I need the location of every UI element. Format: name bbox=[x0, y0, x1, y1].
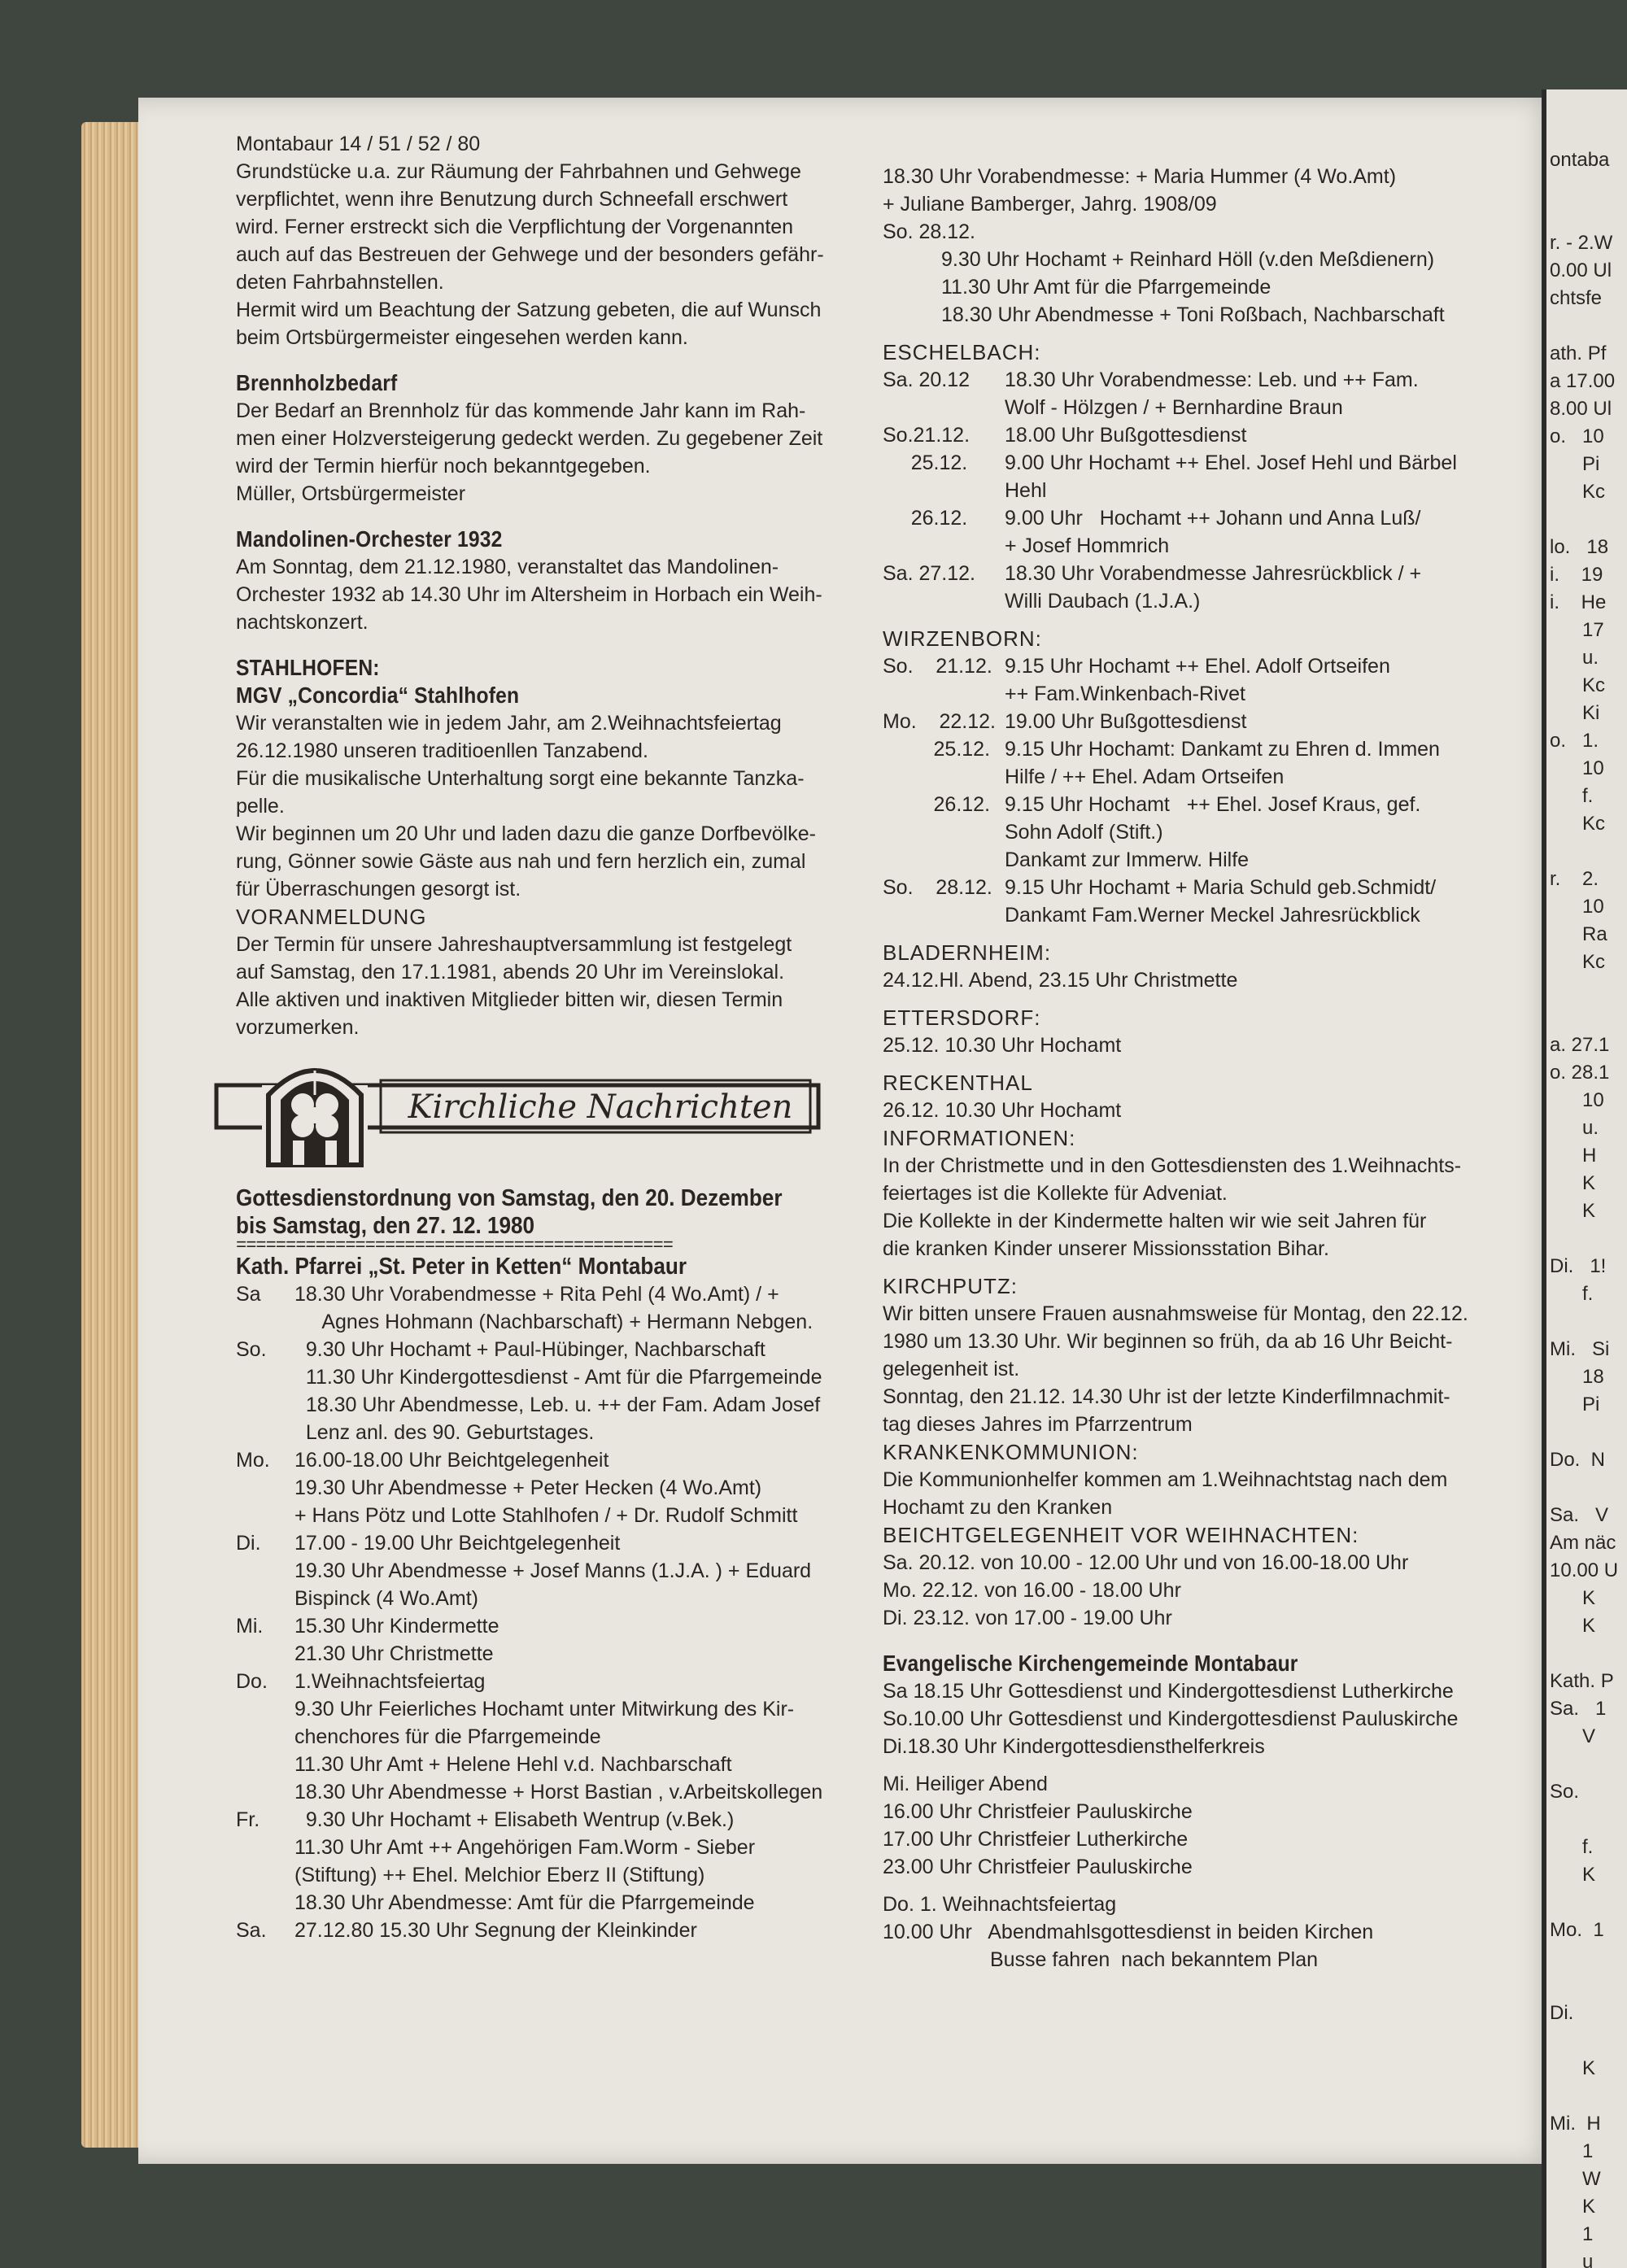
schedule-row bbox=[236, 1529, 895, 1557]
text-line: Am Sonntag, dem 21.12.1980, veranstaltet das Mandolinen- bbox=[236, 556, 779, 578]
schedule-day bbox=[236, 1695, 294, 1723]
text-line: 10.00 Uhr Abendmahlsgottesdienst in beiden Kirchen bbox=[883, 1921, 1374, 1943]
edge-text-fragment bbox=[1550, 1474, 1627, 1502]
schedule-row bbox=[236, 1336, 895, 1363]
text-line: gelegenheit ist. bbox=[883, 1358, 1020, 1380]
schedule-row bbox=[236, 1806, 895, 1834]
edge-text-fragment bbox=[1550, 1889, 1627, 1917]
edge-text-fragment: ath. Pf bbox=[1550, 342, 1607, 364]
schedule-row bbox=[883, 680, 1542, 708]
edge-text-fragment: 10 bbox=[1550, 896, 1604, 918]
edge-text-fragment: i. 19 bbox=[1550, 564, 1603, 586]
schedule-day bbox=[236, 1723, 294, 1751]
schedule-day bbox=[883, 587, 1005, 615]
text-line: Sonntag, den 21.12. 14.30 Uhr ist der letzte Kinderfilmnachmit- bbox=[883, 1385, 1450, 1408]
bladernheim-title: BLADERNHEIM: bbox=[883, 940, 1052, 965]
section-title-stahlhofen: STAHLHOFEN: bbox=[236, 655, 380, 680]
schedule-text: Lenz anl. des 90. Geburtstages. bbox=[294, 1421, 595, 1444]
text-line: 18.30 Uhr Abendmesse + Toni Roßbach, Nachbarschaft bbox=[941, 303, 1445, 326]
evangelisch-title: Evangelische Kirchengemeinde Montabaur bbox=[883, 1651, 1298, 1676]
text-line: 24.12.Hl. Abend, 23.15 Uhr Christmette bbox=[883, 969, 1238, 992]
schedule-row bbox=[883, 735, 1542, 763]
section-title-brennholz: Brennholzbedarf bbox=[236, 370, 398, 395]
edge-text-fragment: f. bbox=[1550, 1283, 1594, 1305]
schedule-text: 18.30 Uhr Abendmesse, Leb. u. ++ der Fam. Adam Josef bbox=[294, 1394, 821, 1416]
krankenkommunion-title: KRANKENKOMMUNION: bbox=[883, 1440, 1139, 1464]
schedule-day bbox=[236, 1889, 294, 1917]
edge-text-fragment bbox=[1550, 202, 1627, 229]
text-line: Wir bitten unsere Frauen ausnahmsweise für Montag, den 22.12. bbox=[883, 1302, 1468, 1325]
text-line: 17.00 Uhr Christfeier Lutherkirche bbox=[883, 1828, 1189, 1851]
schedule-day: Fr. bbox=[236, 1808, 260, 1831]
edge-text-fragment bbox=[1550, 1806, 1627, 1834]
schedule-row bbox=[236, 1723, 895, 1751]
edge-text-fragment bbox=[1550, 1640, 1627, 1668]
edge-text-fragment: Pi bbox=[1550, 453, 1600, 475]
edge-text-fragment: lo. 18 bbox=[1550, 536, 1609, 558]
schedule-day: Mi. bbox=[236, 1615, 264, 1638]
schedule-day bbox=[883, 680, 1005, 708]
next-page-edge bbox=[1542, 89, 1627, 2268]
edge-text-fragment: K bbox=[1550, 1864, 1596, 1886]
edge-text-fragment bbox=[1550, 2083, 1627, 2110]
edge-text-fragment: 10 bbox=[1550, 757, 1604, 779]
text-line: Der Termin für unsere Jahreshauptversammlung ist festgelegt bbox=[236, 933, 792, 956]
schedule-day bbox=[236, 1391, 294, 1419]
beichtgelegenheit-title: BEICHTGELEGENHEIT VOR WEIHNACHTEN: bbox=[883, 1523, 1359, 1547]
edge-text-fragment bbox=[1550, 312, 1627, 340]
schedule-day bbox=[236, 1557, 294, 1585]
text-line: Di.18.30 Uhr Kindergottesdiensthelferkreis bbox=[883, 1735, 1265, 1758]
edge-text-fragment bbox=[1550, 838, 1627, 866]
edge-text-fragment: W bbox=[1550, 2168, 1601, 2190]
edge-text-fragment: K bbox=[1550, 2196, 1596, 2218]
schedule-text: Dankamt zur Immerw. Hilfe bbox=[1005, 848, 1250, 871]
schedule-day: So.21.12. bbox=[883, 424, 971, 447]
text-line: 18.30 Uhr Vorabendmesse: + Maria Hummer (4 Wo.Amt) bbox=[883, 165, 1397, 188]
schedule-day: So. 21.12. bbox=[883, 655, 992, 678]
schedule-text: 18.30 Uhr Vorabendmesse: Leb. und ++ Fam. bbox=[1005, 369, 1419, 391]
schedule-text: 9.15 Uhr Hochamt ++ Ehel. Adolf Ortseifen bbox=[1005, 655, 1390, 678]
schedule-row bbox=[883, 560, 1542, 587]
schedule-row bbox=[883, 504, 1542, 532]
schedule-row bbox=[236, 1446, 895, 1474]
schedule-text: Hilfe / ++ Ehel. Adam Ortseifen bbox=[1005, 765, 1285, 788]
schedule-day bbox=[236, 1363, 294, 1391]
schedule-day: 26.12. bbox=[883, 507, 968, 530]
schedule-day bbox=[236, 1861, 294, 1889]
schedule-row bbox=[236, 1308, 895, 1336]
schedule-text: (Stiftung) ++ Ehel. Melchior Eberz II (Stiftung) bbox=[294, 1864, 705, 1886]
schedule-row bbox=[883, 477, 1542, 504]
text-line: So. 28.12. bbox=[883, 220, 975, 243]
text-line: Der Bedarf an Brennholz für das kommende Jahr kann im Rah- bbox=[236, 399, 806, 422]
text-line: Die Kommunionhelfer kommen am 1.Weihnachtstag nach dem bbox=[883, 1468, 1448, 1491]
separator-line: ============================================ bbox=[236, 1240, 673, 1253]
schedule-day bbox=[883, 477, 1005, 504]
left-column bbox=[236, 130, 895, 1944]
text-line: Mo. 22.12. von 16.00 - 18.00 Uhr bbox=[883, 1579, 1181, 1602]
text-line: wird der Termin hierfür noch bekanntgegeben. bbox=[236, 455, 651, 478]
edge-text-fragment: So. bbox=[1550, 1781, 1580, 1803]
text-line: Grundstücke u.a. zur Räumung der Fahrbahnen und Gehwege bbox=[236, 160, 801, 183]
text-line: Die Kollekte in der Kindermette halten wir wie seit Jahren für bbox=[883, 1210, 1427, 1232]
text-line: wird. Ferner erstreckt sich die Verpflichtung der Vorgenannten bbox=[236, 216, 794, 238]
text-line: beim Ortsbürgermeister eingesehen werden kann. bbox=[236, 326, 688, 349]
schedule-day bbox=[883, 394, 1005, 421]
schedule-day bbox=[883, 763, 1005, 791]
edge-text-fragment: o. 28.1 bbox=[1550, 1062, 1610, 1084]
schedule-row bbox=[236, 1419, 895, 1446]
edge-text-fragment: Kc bbox=[1550, 674, 1606, 696]
schedule-text: + Josef Hommrich bbox=[1005, 534, 1170, 557]
edge-text-fragment: u bbox=[1550, 2251, 1594, 2268]
edge-text-fragment: Mo. 1 bbox=[1550, 1919, 1604, 1941]
schedule-row bbox=[883, 587, 1542, 615]
reckenthal-title: RECKENTHAL bbox=[883, 1071, 1033, 1095]
schedule-day: Sa. 27.12. bbox=[883, 562, 975, 585]
edge-text-fragment: K bbox=[1550, 2057, 1596, 2079]
text-line: pelle. bbox=[236, 795, 285, 818]
schedule-row bbox=[883, 366, 1542, 394]
text-line: Für die musikalische Unterhaltung sorgt eine bekannte Tanzka- bbox=[236, 767, 805, 790]
schedule-text: 18.00 Uhr Bußgottesdienst bbox=[1005, 424, 1247, 447]
edge-text-fragment: Di. bbox=[1550, 2002, 1574, 2024]
kirchputz-title: KIRCHPUTZ: bbox=[883, 1274, 1018, 1298]
text-line: 25.12. 10.30 Uhr Hochamt bbox=[883, 1034, 1122, 1057]
schedule-row bbox=[883, 818, 1542, 846]
text-line: auf Samstag, den 17.1.1981, abends 20 Uhr im Vereinslokal. bbox=[236, 961, 785, 984]
edge-text-fragment bbox=[1550, 506, 1627, 534]
schedule-day bbox=[883, 532, 1005, 560]
schedule-row bbox=[236, 1889, 895, 1917]
text-line: Hochamt zu den Kranken bbox=[883, 1496, 1113, 1519]
gottesdienst-list bbox=[236, 1280, 895, 1944]
schedule-day: Mo. bbox=[236, 1449, 270, 1472]
schedule-day: Sa. 20.12 bbox=[883, 369, 971, 391]
edge-text-fragment: chtsfe bbox=[1550, 287, 1603, 309]
intro-text bbox=[236, 158, 895, 351]
text-line: vorzumerken. bbox=[236, 1016, 360, 1039]
schedule-day bbox=[236, 1308, 294, 1336]
eschelbach-list bbox=[883, 366, 1542, 615]
book-page-edges bbox=[81, 122, 146, 2148]
edge-text-fragment: Kc bbox=[1550, 481, 1606, 503]
schedule-row bbox=[236, 1474, 895, 1502]
text-line: So.10.00 Uhr Gottesdienst und Kindergottesdienst Pauluskirche bbox=[883, 1708, 1459, 1730]
edge-text-fragment bbox=[1550, 1944, 1627, 1972]
schedule-row bbox=[236, 1391, 895, 1419]
edge-text-fragment: Ra bbox=[1550, 923, 1607, 945]
edge-text-fragment: Kath. P bbox=[1550, 1670, 1614, 1692]
text-line: 26.12.1980 unseren traditioenllen Tanzabend. bbox=[236, 739, 648, 762]
gottesdienst-title-1: Gottesdienstordnung von Samstag, den 20. Dezember bbox=[236, 1185, 783, 1211]
edge-text-fragment: ontaba bbox=[1550, 149, 1610, 171]
text-line: Hermit wird um Beachtung der Satzung gebeten, die auf Wunsch bbox=[236, 299, 822, 321]
edge-text-fragment: 1 bbox=[1550, 2223, 1594, 2245]
schedule-day bbox=[236, 1502, 294, 1529]
edge-text-fragment bbox=[1550, 1308, 1627, 1336]
schedule-text: 15.30 Uhr Kindermette bbox=[294, 1615, 499, 1638]
edge-text-fragment: r. - 2.W bbox=[1550, 232, 1613, 254]
schedule-text: 27.12.80 15.30 Uhr Segnung der Kleinkinder bbox=[294, 1919, 697, 1942]
edge-text-fragment bbox=[1550, 1004, 1627, 1032]
edge-text-fragment: i. He bbox=[1550, 591, 1607, 613]
text-line: In der Christmette und in den Gottesdiensten des 1.Weihnachts- bbox=[883, 1154, 1462, 1177]
ettersdorf-title: ETTERSDORF: bbox=[883, 1005, 1041, 1030]
schedule-day bbox=[236, 1585, 294, 1612]
schedule-text: chenchores für die Pfarrgemeinde bbox=[294, 1725, 601, 1748]
eschelbach-title: ESCHELBACH: bbox=[883, 340, 1041, 364]
schedule-day bbox=[883, 818, 1005, 846]
schedule-day: So. bbox=[236, 1338, 267, 1361]
schedule-text: Wolf - Hölzgen / + Bernhardine Braun bbox=[1005, 396, 1343, 419]
edge-text-fragment: 10 bbox=[1550, 1089, 1604, 1111]
text-line: die kranken Kinder unserer Missionsstation Bihar. bbox=[883, 1237, 1329, 1260]
section-title-mandolinen: Mandolinen-Orchester 1932 bbox=[236, 526, 503, 552]
schedule-row bbox=[236, 1280, 895, 1308]
text-line: rung, Gönner sowie Gäste aus nah und fern herzlich ein, zumal bbox=[236, 850, 806, 873]
schedule-text: Willi Daubach (1.J.A.) bbox=[1005, 590, 1201, 613]
schedule-day bbox=[236, 1778, 294, 1806]
schedule-text: 11.30 Uhr Kindergottesdienst - Amt für die Pfarrgemeinde bbox=[294, 1366, 822, 1389]
text-line: auch auf das Bestreuen der Gehwege und der besonders gefähr- bbox=[236, 243, 824, 266]
schedule-row bbox=[883, 708, 1542, 735]
text-line: Mi. Heiliger Abend bbox=[883, 1773, 1048, 1795]
edge-text-fragment: K bbox=[1550, 1587, 1596, 1609]
schedule-day: 25.12. bbox=[883, 451, 968, 474]
edge-text-fragment bbox=[1550, 1225, 1627, 1253]
schedule-text: 18.30 Uhr Vorabendmesse Jahresrückblick / + bbox=[1005, 562, 1422, 585]
schedule-row bbox=[236, 1612, 895, 1640]
edge-text-fragment: K bbox=[1550, 1615, 1596, 1637]
text-line: nachtskonzert. bbox=[236, 611, 369, 634]
schedule-text: Dankamt Fam.Werner Meckel Jahresrückblick bbox=[1005, 904, 1420, 927]
edge-text-fragment: 8.00 Ul bbox=[1550, 398, 1612, 420]
informationen-title: INFORMATIONEN: bbox=[883, 1126, 1076, 1150]
edge-text-fragment: u. bbox=[1550, 647, 1599, 669]
schedule-text: 18.30 Uhr Abendmesse: Amt für die Pfarrgemeinde bbox=[294, 1891, 755, 1914]
section-subtitle-mgv: MGV „Concordia“ Stahlhofen bbox=[236, 683, 520, 708]
edge-text-fragment: 18 bbox=[1550, 1366, 1604, 1388]
edge-text-fragment: Am näc bbox=[1550, 1532, 1616, 1554]
edge-text-fragment: Ki bbox=[1550, 702, 1600, 724]
schedule-row bbox=[236, 1778, 895, 1806]
edge-text-fragment: Kc bbox=[1550, 813, 1606, 835]
schedule-text: Bispinck (4 Wo.Amt) bbox=[294, 1587, 478, 1610]
edge-text-fragment: Sa. 1 bbox=[1550, 1698, 1607, 1720]
schedule-text: Hehl bbox=[1005, 479, 1047, 502]
schedule-row bbox=[883, 532, 1542, 560]
edge-text-fragment: o. 1. bbox=[1550, 730, 1599, 752]
edge-text-fragment: Sa. V bbox=[1550, 1504, 1609, 1526]
schedule-text: 9.30 Uhr Hochamt + Paul-Hübinger, Nachbarschaft bbox=[294, 1338, 766, 1361]
schedule-text: 9.15 Uhr Hochamt: Dankamt zu Ehren d. Immen bbox=[1005, 738, 1440, 761]
text-line: 9.30 Uhr Hochamt + Reinhard Höll (v.den Meßdienern) bbox=[941, 248, 1435, 271]
text-line: 16.00 Uhr Christfeier Pauluskirche bbox=[883, 1800, 1193, 1823]
text-line: Do. 1. Weihnachtsfeiertag bbox=[883, 1893, 1117, 1916]
schedule-row bbox=[236, 1668, 895, 1695]
schedule-row bbox=[883, 394, 1542, 421]
schedule-row bbox=[883, 421, 1542, 449]
pfarrei-title: Kath. Pfarrei „St. Peter in Ketten“ Montabaur bbox=[236, 1254, 687, 1280]
schedule-day bbox=[236, 1474, 294, 1502]
schedule-text: ++ Fam.Winkenbach-Rivet bbox=[1005, 683, 1245, 705]
text-line: Busse fahren nach bekanntem Plan bbox=[883, 1948, 1319, 1971]
edge-text-fragment: 1 bbox=[1550, 2140, 1594, 2162]
schedule-text: 18.30 Uhr Abendmesse + Horst Bastian , v.Arbeitskollegen bbox=[294, 1781, 823, 1803]
edge-text-fragment bbox=[1550, 1751, 1627, 1778]
edge-text-fragment: H bbox=[1550, 1145, 1597, 1167]
schedule-text: Agnes Hohmann (Nachbarschaft) + Hermann Nebgen. bbox=[294, 1311, 814, 1333]
schedule-day: Sa. bbox=[236, 1919, 267, 1942]
schedule-row bbox=[883, 791, 1542, 818]
schedule-text: 19.30 Uhr Abendmesse + Josef Manns (1.J.A. ) + Eduard bbox=[294, 1559, 812, 1582]
schedule-day bbox=[883, 901, 1005, 929]
schedule-text: + Hans Pötz und Lotte Stahlhofen / + Dr. Rudolf Schmitt bbox=[294, 1504, 798, 1527]
schedule-text: 9.15 Uhr Hochamt ++ Ehel. Josef Kraus, gef. bbox=[1005, 793, 1421, 816]
edge-text-fragment: o. 10 bbox=[1550, 425, 1604, 447]
edge-text-fragment bbox=[1550, 1972, 1627, 2000]
schedule-text: 18.30 Uhr Vorabendmesse + Rita Pehl (4 Wo.Amt) / + bbox=[294, 1283, 779, 1306]
text-line: feiertages ist die Kollekte für Adveniat. bbox=[883, 1182, 1228, 1205]
schedule-text: 9.30 Uhr Feierliches Hochamt unter Mitwirkung des Kir- bbox=[294, 1698, 795, 1721]
edge-text-fragment: Pi bbox=[1550, 1394, 1600, 1415]
edge-text-fragment: f. bbox=[1550, 785, 1594, 807]
schedule-day: Do. bbox=[236, 1670, 268, 1693]
schedule-row bbox=[236, 1834, 895, 1861]
text-line: Alle aktiven und inaktiven Mitglieder bitten wir, diesen Termin bbox=[236, 988, 783, 1011]
edge-text-fragment: K bbox=[1550, 1172, 1596, 1194]
edge-text-fragment: Mi. H bbox=[1550, 2113, 1601, 2135]
text-line: Wir veranstalten wie in jedem Jahr, am 2.Weihnachtsfeiertag bbox=[236, 712, 782, 735]
schedule-row bbox=[236, 1557, 895, 1585]
edge-text-fragment: 0.00 Ul bbox=[1550, 260, 1612, 281]
text-line: 11.30 Uhr Amt für die Pfarrgemeinde bbox=[941, 276, 1272, 299]
gottesdienst-title-2: bis Samstag, den 27. 12. 1980 bbox=[236, 1213, 535, 1239]
schedule-day: 25.12. bbox=[883, 738, 991, 761]
schedule-day bbox=[236, 1419, 294, 1446]
text-line: tag dieses Jahres im Pfarrzentrum bbox=[883, 1413, 1193, 1436]
schedule-row bbox=[883, 901, 1542, 929]
text-line: Müller, Ortsbürgermeister bbox=[236, 482, 466, 505]
schedule-row bbox=[236, 1363, 895, 1391]
edge-text-fragment: 10.00 U bbox=[1550, 1559, 1619, 1581]
edge-text-fragment: u. bbox=[1550, 1117, 1599, 1139]
schedule-day: So. 28.12. bbox=[883, 876, 992, 899]
edge-text-fragment: Kc bbox=[1550, 951, 1606, 973]
schedule-row bbox=[236, 1861, 895, 1889]
schedule-day bbox=[236, 1834, 294, 1861]
schedule-day: Di. bbox=[236, 1532, 261, 1555]
wirzenborn-title: WIRZENBORN: bbox=[883, 626, 1042, 651]
schedule-row bbox=[883, 846, 1542, 874]
edge-text-fragment: a. 27.1 bbox=[1550, 1034, 1610, 1056]
schedule-row bbox=[236, 1751, 895, 1778]
schedule-row bbox=[883, 449, 1542, 477]
edge-text-fragment: r. 2. bbox=[1550, 868, 1599, 890]
schedule-row bbox=[236, 1695, 895, 1723]
voranmeldung-title: VORANMELDUNG bbox=[236, 905, 427, 929]
text-line: Di. 23.12. von 17.00 - 19.00 Uhr bbox=[883, 1607, 1172, 1629]
schedule-text: 21.30 Uhr Christmette bbox=[294, 1642, 494, 1665]
schedule-text: 11.30 Uhr Amt ++ Angehörigen Fam.Worm - Sieber bbox=[294, 1836, 756, 1859]
schedule-row bbox=[883, 874, 1542, 901]
edge-text-fragment bbox=[1550, 1419, 1627, 1446]
wirzenborn-list bbox=[883, 652, 1542, 929]
text-line: Sa. 20.12. von 10.00 - 12.00 Uhr und von 16.00-18.00 Uhr bbox=[883, 1551, 1409, 1574]
edge-text-fragment bbox=[1550, 976, 1627, 1004]
text-line: men einer Holzversteigerung gedeckt werden. Zu gegebener Zeit bbox=[236, 427, 823, 450]
edge-text-fragment: V bbox=[1550, 1725, 1596, 1747]
schedule-text: 11.30 Uhr Amt + Helene Hehl v.d. Nachbarschaft bbox=[294, 1753, 732, 1776]
schedule-text: 1.Weihnachtsfeiertag bbox=[294, 1670, 486, 1693]
schedule-text: 9.30 Uhr Hochamt + Elisabeth Wentrup (v.Bek.) bbox=[294, 1808, 735, 1831]
banner-title: Kirchliche Nachrichten bbox=[408, 1088, 793, 1126]
edge-text-fragment: Do. N bbox=[1550, 1449, 1606, 1471]
edge-text-fragment bbox=[1550, 2027, 1627, 2055]
text-line: deten Fahrbahnstellen. bbox=[236, 271, 444, 294]
text-line: 23.00 Uhr Christfeier Pauluskirche bbox=[883, 1856, 1193, 1878]
text-line: + Juliane Bamberger, Jahrg. 1908/09 bbox=[883, 193, 1217, 216]
text-line: für Überraschungen gesorgt ist. bbox=[236, 878, 521, 901]
text-line: 1980 um 13.30 Uhr. Wir beginnen so früh, da ab 16 Uhr Beicht- bbox=[883, 1330, 1453, 1353]
schedule-text: 19.30 Uhr Abendmesse + Peter Hecken (4 Wo.Amt) bbox=[294, 1476, 762, 1499]
edge-text-fragment: Mi. Si bbox=[1550, 1338, 1610, 1360]
text-line: 26.12. 10.30 Uhr Hochamt bbox=[883, 1099, 1122, 1122]
edge-text-fragment: a 17.00 bbox=[1550, 370, 1616, 392]
schedule-day bbox=[236, 1751, 294, 1778]
schedule-text: Sohn Adolf (Stift.) bbox=[1005, 821, 1163, 844]
page-reference: Montabaur 14 / 51 / 52 / 80 bbox=[236, 133, 481, 155]
edge-text-fragment bbox=[1550, 174, 1627, 202]
schedule-text: 9.15 Uhr Hochamt + Maria Schuld geb.Schmidt/ bbox=[1005, 876, 1437, 899]
schedule-text: 16.00-18.00 Uhr Beichtgelegenheit bbox=[294, 1449, 609, 1472]
right-column bbox=[883, 163, 1542, 1974]
schedule-row bbox=[236, 1917, 895, 1944]
edge-text-fragment: K bbox=[1550, 1200, 1596, 1222]
text-line: Orchester 1932 ab 14.30 Uhr im Altersheim in Horbach ein Weih- bbox=[236, 583, 822, 606]
schedule-row bbox=[236, 1585, 895, 1612]
schedule-text: 9.00 Uhr Hochamt ++ Ehel. Josef Hehl und Bärbel bbox=[1005, 451, 1457, 474]
schedule-day: 26.12. bbox=[883, 793, 991, 816]
text-line: Wir beginnen um 20 Uhr und laden dazu die ganze Dorfbevölke- bbox=[236, 822, 816, 845]
schedule-day: Mo. 22.12. bbox=[883, 710, 996, 733]
schedule-day bbox=[236, 1640, 294, 1668]
kirchliche-nachrichten-banner bbox=[212, 1046, 830, 1168]
schedule-day bbox=[883, 846, 1005, 874]
schedule-text: 19.00 Uhr Bußgottesdienst bbox=[1005, 710, 1247, 733]
edge-text-fragment: Di. 1! bbox=[1550, 1255, 1607, 1277]
text-line: verpflichtet, wenn ihre Benutzung durch Schneefall erschwert bbox=[236, 188, 788, 211]
schedule-row bbox=[883, 652, 1542, 680]
edge-text-fragment: 17 bbox=[1550, 619, 1604, 641]
schedule-text: 9.00 Uhr Hochamt ++ Johann und Anna Luß/ bbox=[1005, 507, 1421, 530]
edge-text-fragment: f. bbox=[1550, 1836, 1594, 1858]
text-line: Sa 18.15 Uhr Gottesdienst und Kindergottesdienst Lutherkirche bbox=[883, 1680, 1454, 1703]
schedule-row bbox=[236, 1502, 895, 1529]
schedule-row bbox=[883, 763, 1542, 791]
schedule-row bbox=[236, 1640, 895, 1668]
schedule-day: Sa bbox=[236, 1283, 261, 1306]
schedule-text: 17.00 - 19.00 Uhr Beichtgelegenheit bbox=[294, 1532, 621, 1555]
